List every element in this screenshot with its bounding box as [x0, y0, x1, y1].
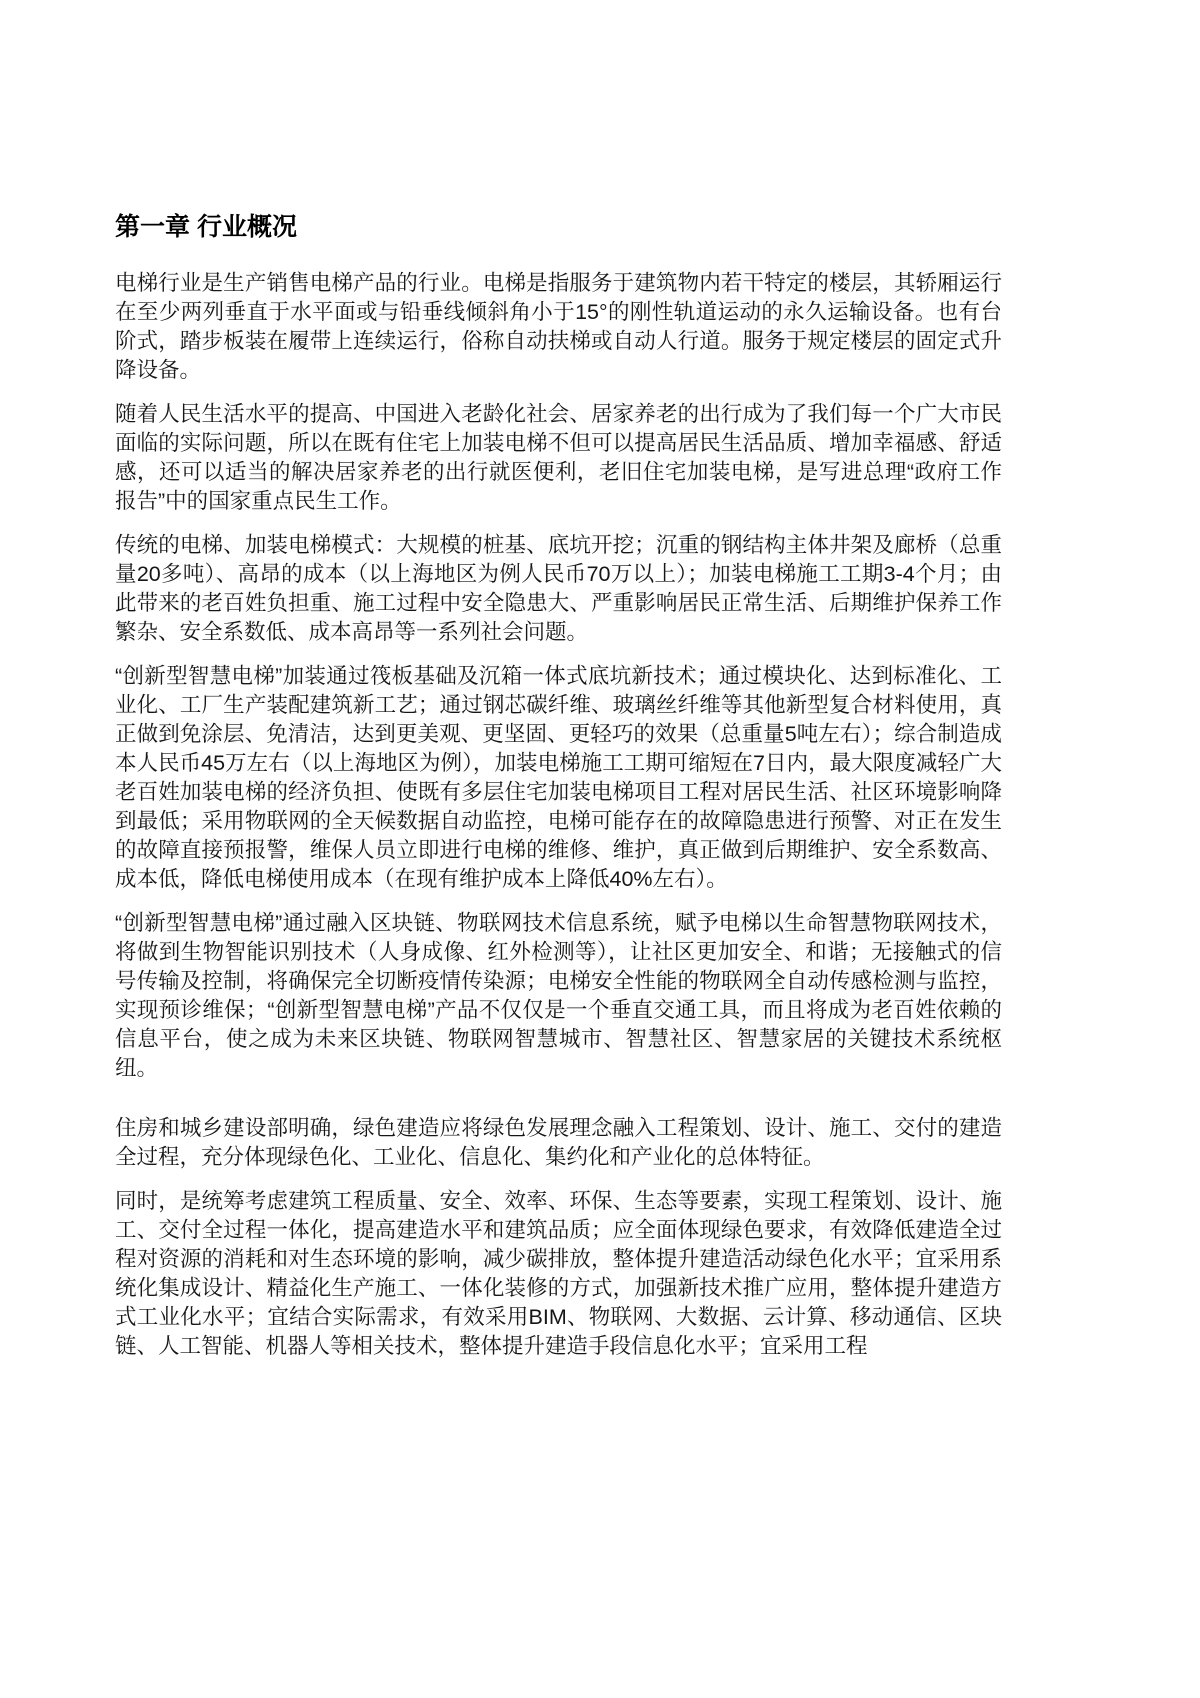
paragraph: 电梯行业是生产销售电梯产品的行业。电梯是指服务于建筑物内若干特定的楼层，其轿厢运行在至少两列垂直于水平面或与铅垂线倾斜角小于15°的刚性轨道运动的永久运输设备。也有台阶式，踏步板装在履带上连续运行，俗称自动扶梯或自动人行道。服务于规定楼层的固定式升降设备。 — [115, 271, 1002, 382]
paragraph: “创新型智慧电梯”加装通过筏板基础及沉箱一体式底坑新技术；通过模块化、达到标准化、工业化、工厂生产装配建筑新工艺；通过钢芯碳纤维、玻璃丝纤维等其他新型复合材料使用，真正做到免涂层、免清洁，达到更美观、更坚固、更轻巧的效果（总重量5吨左右）；综合制造成本人民币45万左右（以上海地区为例），加装电梯施工工期可缩短在7日内，最大限度减轻广大老百姓加装电梯的经济负担、使既有多层住宅加装电梯项目工程对居民生活、社区环境影响降到最低；采用物联网的全天候数据自动监控，电梯可能存在的故障隐患进行预警、对正在发生的故障直接预报警，维保人员立即进行电梯的维修、维护，真正做到后期维护、安全系数高、成本低，降低电梯使用成本（在现有维护成本上降低40%左右）。 — [115, 664, 1002, 891]
paragraph: 住房和城乡建设部明确，绿色建造应将绿色发展理念融入工程策划、设计、施工、交付的建造全过程，充分体现绿色化、工业化、信息化、集约化和产业化的总体特征。 — [115, 1116, 1002, 1169]
paragraph: 随着人民生活水平的提高、中国进入老龄化社会、居家养老的出行成为了我们每一个广大市民面临的实际问题，所以在既有住宅上加装电梯不但可以提高居民生活品质、增加幸福感、舒适感，还可以适当的解决居家养老的出行就医便利，老旧住宅加装电梯，是写进总理“政府工作报告”中的国家重点民生工作。 — [115, 402, 1002, 513]
paragraph: 传统的电梯、加装电梯模式：大规模的桩基、底坑开挖；沉重的钢结构主体井架及廊桥（总重量20多吨）、高昂的成本（以上海地区为例人民币70万以上）；加装电梯施工工期3-4个月；由此带来的老百姓负担重、施工过程中安全隐患大、严重影响居民正常生活、后期维护保养工作繁杂、安全系数低、成本高昂等一系列社会问题。 — [115, 533, 1002, 644]
paragraph: “创新型智慧电梯”通过融入区块链、物联网技术信息系统，赋予电梯以生命智慧物联网技术，将做到生物智能识别技术（人身成像、红外检测等），让社区更加安全、和谐；无接触式的信号传输及控制，将确保完全切断疫情传染源；电梯安全性能的物联网全自动传感检测与监控，实现预诊维保；“创新型智慧电梯”产品不仅仅是一个垂直交通工具，而且将成为老百姓依赖的信息平台，使之成为未来区块链、物联网智慧城市、智慧社区、智慧家居的关键技术系统枢纽。 — [115, 911, 1002, 1080]
paragraph: 同时，是统筹考虑建筑工程质量、安全、效率、环保、生态等要素，实现工程策划、设计、施工、交付全过程一体化，提高建造水平和建筑品质；应全面体现绿色要求，有效降低建造全过程对资源的消耗和对生态环境的影响，减少碳排放，整体提升建造活动绿色化水平；宜采用系统化集成设计、精益化生产施工、一体化装修的方式，加强新技术推广应用，整体提升建造方式工业化水平；宜结合实际需求，有效采用BIM、物联网、大数据、云计算、移动通信、区块链、人工智能、机器人等相关技术，整体提升建造手段信息化水平；宜采用工程 — [115, 1189, 1002, 1358]
chapter-title: 第一章 行业概况 — [115, 213, 297, 241]
